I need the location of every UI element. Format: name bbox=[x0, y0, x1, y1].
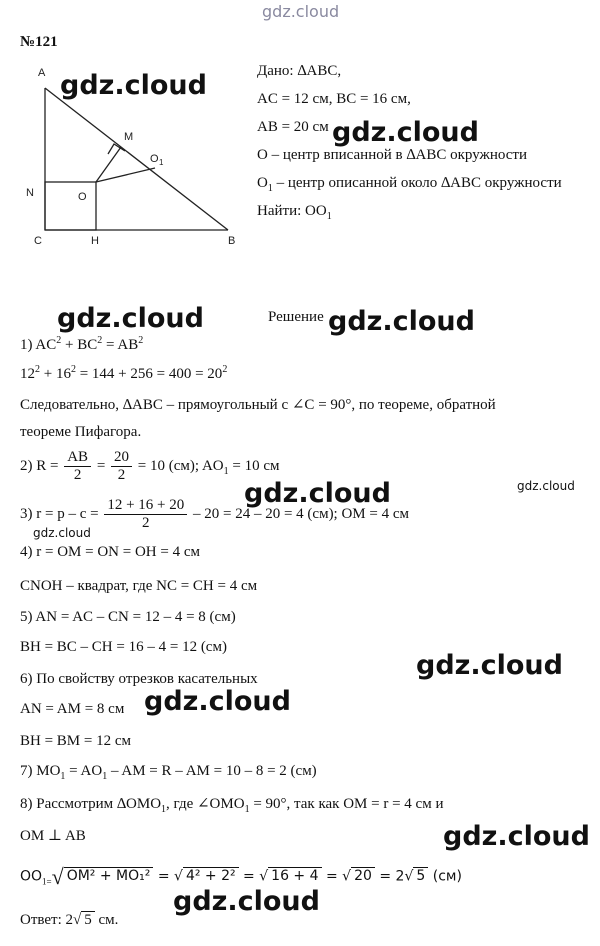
step-3: 3) r = p – c = $\frac{12 + 16 + 20}{2}$ – 20 = 24 – 20 = 4 (см); OM = 4 см bbox=[20, 497, 410, 531]
step-5: 5) AN = AC – CN = 12 – 4 = 8 (см) bbox=[20, 609, 236, 625]
final-formula: $OO_{1=}√$ OM² + MO₁² = √ 4² + 2² = √ 16 + 4 = √ 20 = 2√ 5 (см) bbox=[20, 864, 462, 889]
given-line-2: AC = 12 см, BC = 16 см, bbox=[257, 91, 411, 107]
solution-title: Решение bbox=[268, 309, 324, 325]
step-6-bh: BH = BM = 12 см bbox=[20, 733, 131, 749]
step-6: 6) По свойству отрезков касательных bbox=[20, 671, 258, 687]
watermark: gdz.cloud bbox=[57, 303, 204, 334]
watermark: gdz.cloud bbox=[144, 686, 291, 717]
answer: Ответ: 2√ 5 см. bbox=[20, 912, 119, 928]
label-c: C bbox=[34, 235, 42, 247]
step-8-perp: OM ⊥ AB bbox=[20, 828, 86, 844]
step-1-calc: $12^2 + 16^2 = 144 + 256 = 400 = 20^2$ bbox=[20, 364, 228, 382]
label-b: B bbox=[228, 235, 236, 247]
given-line-5: $O_1$ – центр описанной около ∆ABC окружности bbox=[257, 175, 562, 194]
watermark-top: gdz.cloud bbox=[262, 2, 340, 21]
watermark: gdz.cloud bbox=[244, 478, 391, 509]
label-a: A bbox=[38, 67, 46, 79]
watermark-small: gdz.cloud bbox=[517, 479, 575, 493]
label-h: H bbox=[91, 235, 99, 247]
given-line-4: O – центр вписанной в ∆ABC окружности bbox=[257, 147, 527, 163]
step-8: 8) Рассмотрим $\Delta OMO_1$, где $\angle OMO_1 = 90^\circ$, так как OM = r = 4 см и bbox=[20, 796, 444, 815]
given-line-3: AB = 20 см bbox=[257, 119, 329, 135]
watermark: gdz.cloud bbox=[416, 650, 563, 681]
triangle-figure bbox=[20, 62, 260, 252]
step-5-bh: BH = BC – CH = 16 – 4 = 12 (см) bbox=[20, 639, 227, 655]
watermark: gdz.cloud bbox=[60, 70, 207, 101]
square-cnoh bbox=[45, 182, 96, 230]
watermark-small: gdz.cloud bbox=[33, 526, 91, 540]
label-o1: O bbox=[150, 153, 159, 165]
problem-number: №121 bbox=[20, 34, 58, 50]
step-2: 2) R = $\frac{AB}{2}$ = $\frac{20}{2}$ = 10 (см); $AO_1 = 10$ см bbox=[20, 449, 280, 483]
watermark: gdz.cloud bbox=[328, 306, 475, 337]
label-o1-sub: 1 bbox=[159, 158, 164, 167]
watermark: gdz.cloud bbox=[443, 821, 590, 852]
label-n: N bbox=[26, 187, 34, 199]
label-m: M bbox=[124, 131, 134, 143]
side-ab bbox=[45, 88, 228, 230]
label-o: O bbox=[78, 191, 87, 203]
step-4: 4) r = OM = ON = OH = 4 см bbox=[20, 544, 200, 560]
given-line-1: Дано: ∆ABC, bbox=[257, 63, 342, 79]
step-6-an: AN = AM = 8 см bbox=[20, 701, 125, 717]
step-7: 7) $MO_1 = AO_1$ – AM = R – AM = 10 – 8 = 2 (см) bbox=[20, 763, 317, 782]
step-1-conclusion-2: теореме Пифагора. bbox=[20, 424, 142, 440]
step-4-square: CNOH – квадрат, где NC = CH = 4 см bbox=[20, 578, 258, 594]
watermark: gdz.cloud bbox=[332, 117, 479, 148]
step-1: 1) $AC^2 + BC^2 = AB^2$ bbox=[20, 335, 144, 353]
step-1-conclusion: Следовательно, ∆ABC – прямоугольный с ∠C = 90°, по теореме, обратной bbox=[20, 397, 496, 413]
given-line-6: Найти: $OO_1$ bbox=[257, 203, 332, 222]
watermark: gdz.cloud bbox=[173, 886, 320, 917]
